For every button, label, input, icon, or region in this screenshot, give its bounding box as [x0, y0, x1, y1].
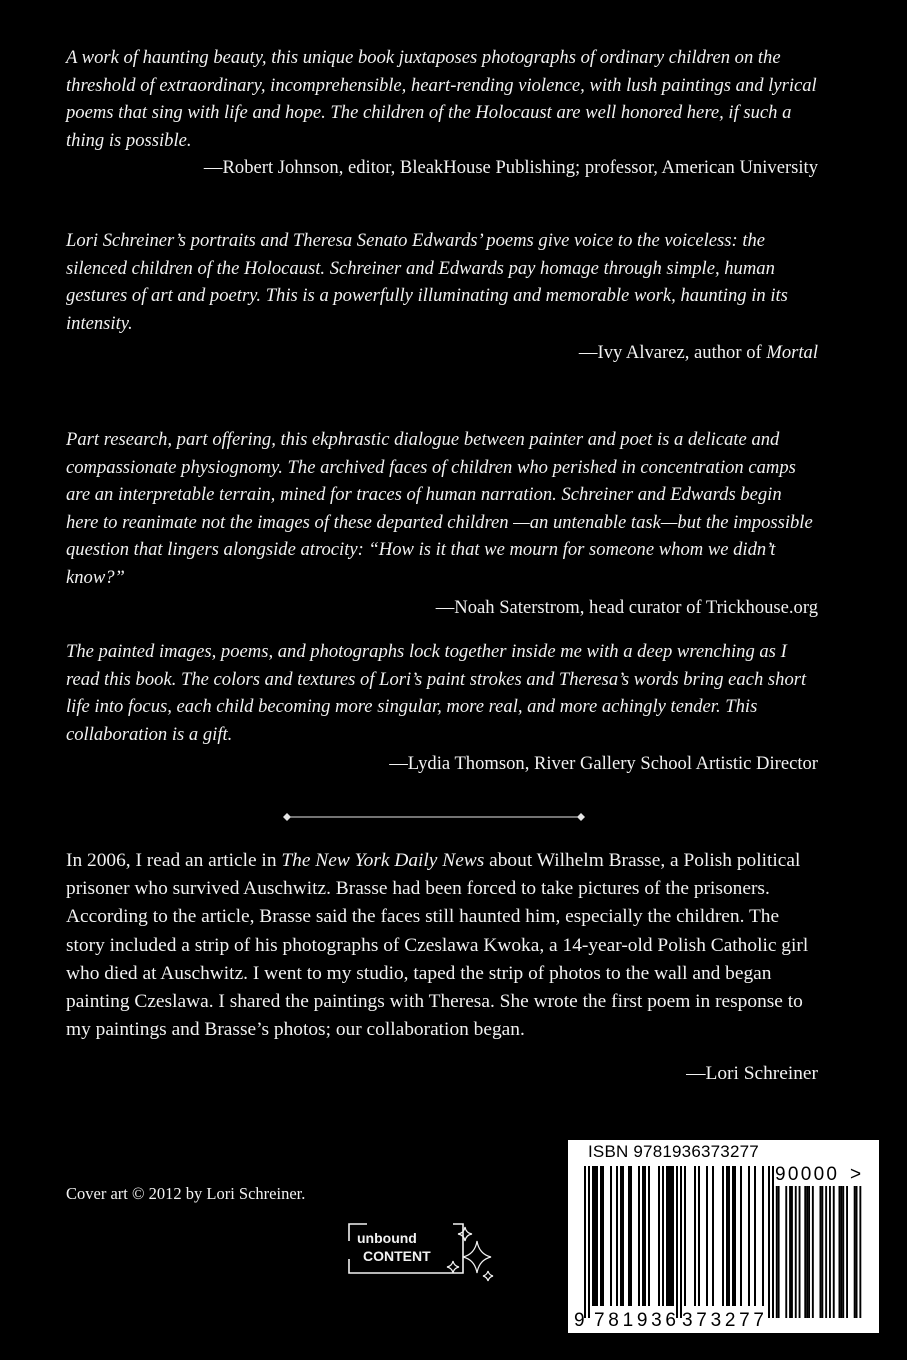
barcode-bar: [584, 1166, 586, 1318]
isbn-barcode: [568, 1140, 879, 1333]
barcode-addon-bar: [806, 1186, 808, 1318]
barcode-bar: [642, 1166, 644, 1306]
blurb-alvarez: [66, 227, 818, 367]
barcode-addon-bar: [799, 1186, 801, 1318]
barcode-bar: [666, 1166, 668, 1306]
blurb-saterstrom: [66, 426, 818, 621]
barcode-left-digits: 781936: [594, 1310, 676, 1331]
barcode-main-bars: [584, 1166, 774, 1318]
story-attribution: —Lori Schreiner: [686, 1063, 818, 1084]
barcode-addon-bar: [808, 1186, 810, 1318]
divider-ornament: [283, 811, 585, 823]
barcode-bar: [668, 1166, 670, 1306]
barcode-bar: [698, 1166, 700, 1306]
author-story: [66, 847, 818, 1044]
barcode-bar: [672, 1166, 674, 1306]
barcode-bar: [616, 1166, 618, 1306]
barcode-addon-bars: [772, 1186, 861, 1318]
blurb-attribution: —Noah Saterstrom, head curator of Trickhouse.org: [435, 596, 818, 618]
isbn-label: ISBN 9781936373277: [588, 1142, 759, 1161]
cover-art-credit: Cover art © 2012 by Lori Schreiner.: [66, 1184, 306, 1203]
barcode-bar: [588, 1166, 590, 1318]
barcode-bar: [622, 1166, 624, 1306]
blurb-johnson: [66, 44, 818, 182]
barcode-bar: [638, 1166, 640, 1306]
blurb-thomson: [66, 638, 818, 778]
barcode-addon-bar: [795, 1186, 797, 1318]
blurb-attribution: —Lydia Thomson, River Gallery School Artistic Director: [389, 753, 818, 775]
barcode-bar: [594, 1166, 596, 1306]
barcode-bar: [728, 1166, 730, 1306]
barcode-graphic: [568, 1140, 879, 1333]
blurb-quote: Lori Schreiner’s portraits and Theresa Senato Edwards’ poems give voice to the voiceless: the silenced children of the Holocaust. Schreiner and Edwards pay homage through simple, human gestures of art and poetry. This is a powerfully illuminating and memorable work, haunting in its intensity.: [66, 230, 788, 334]
barcode-first-digit: 9: [574, 1310, 585, 1331]
barcode-bar: [748, 1166, 750, 1306]
barcode-bar: [658, 1166, 660, 1306]
barcode-bar: [630, 1166, 632, 1306]
barcode-bar: [732, 1166, 734, 1306]
barcode-right-digits: 373277: [682, 1310, 764, 1331]
barcode-addon-bar: [825, 1186, 827, 1318]
barcode-addon-bar: [842, 1186, 844, 1318]
barcode-addon-bar: [829, 1186, 831, 1318]
barcode-bar: [694, 1166, 696, 1306]
logo-line-1: unbound: [357, 1230, 417, 1246]
barcode-bar: [680, 1166, 682, 1318]
blurb-quote: Part research, part offering, this ekphrastic dialogue between painter and poet is a delicate and compassionate physiognomy. The archived faces of children who perished in concentration camps are an interpretable terrain, mined for traces of human narration. Schreiner and Edwards begin here to reanimate not the images of these departed children —an untenable task—but the impossible question that lingers alongside atrocity: “How is it that we mourn for someone whom we didn’t know?”: [66, 429, 813, 588]
barcode-addon-bar: [785, 1186, 787, 1318]
barcode-addon-bar: [833, 1186, 835, 1318]
barcode-bar: [706, 1166, 708, 1306]
story-text-rest: about Wilhelm Brasse, a Polish political prisoner who survived Auschwitz. Brasse had been forced to take pictures of the prisoners. According to the article, Brasse said the faces still haunted him, especially the children. The story included a strip of his photographs of Czeslawa Kwoka, a 14-year-old Polish Catholic girl who died at Auschwitz. I went to my studio, taped the strip of photos to the wall and began painting Czeslawa. I shared the paintings with Theresa. She wrote the first poem in response to my paintings and Brasse’s photos; our collaboration began.: [66, 850, 809, 1041]
publication-title: The New York Daily News: [281, 850, 485, 871]
barcode-bar: [596, 1166, 598, 1306]
barcode-bar: [592, 1166, 594, 1306]
barcode-bar: [600, 1166, 602, 1306]
barcode-bar: [648, 1166, 650, 1306]
blurb-quote: The painted images, poems, and photographs lock together inside me with a deep wrenching as I read this book. The colors and textures of Lori’s paint strokes and Theresa’s words bring each short life into focus, each child becoming more singular, more real, and more achingly tender. This collaboration is a gift.: [66, 641, 807, 745]
blurb-attribution: —Robert Johnson, editor, BleakHouse Publishing; professor, American University: [203, 157, 818, 179]
barcode-addon-marker: >: [850, 1164, 862, 1185]
barcode-addon-bar: [789, 1186, 791, 1318]
barcode-bar: [712, 1166, 714, 1306]
barcode-addon-bar: [846, 1186, 848, 1318]
barcode-bar: [676, 1166, 678, 1318]
barcode-addon-bar: [839, 1186, 841, 1318]
barcode-addon-bar: [772, 1186, 774, 1318]
barcode-bar: [670, 1166, 672, 1306]
barcode-bar: [644, 1166, 646, 1306]
barcode-addon-bar: [778, 1186, 780, 1318]
blurb-attribution: [66, 339, 818, 367]
barcode-addon-bar: [820, 1186, 822, 1318]
barcode-bar: [628, 1166, 630, 1306]
barcode-addon-bar: [812, 1186, 814, 1318]
attribution-prefix: —Ivy Alvarez, author of: [578, 342, 767, 364]
barcode-addon-digits: 90000: [775, 1164, 837, 1185]
barcode-addon-bar: [854, 1186, 856, 1318]
barcode-addon-bar: [776, 1186, 778, 1318]
barcode-bar: [740, 1166, 742, 1306]
barcode-bar: [726, 1166, 728, 1306]
barcode-bar: [684, 1166, 686, 1306]
barcode-bar: [662, 1166, 664, 1306]
publisher-logo: [345, 1221, 497, 1285]
barcode-bar: [754, 1166, 756, 1306]
story-text-start: In 2006, I read an article in: [66, 850, 282, 871]
barcode-addon-bar: [804, 1186, 806, 1318]
book-title: Mortal: [766, 342, 818, 364]
barcode-bar: [722, 1166, 724, 1306]
barcode-addon-bar: [859, 1186, 861, 1318]
barcode-addon-bar: [840, 1186, 842, 1318]
blurb-quote: A work of haunting beauty, this unique book juxtaposes photographs of ordinary children on the threshold of extraordinary, incomprehensible, heart-rending violence, with lush paintings and lyrical poems that sing with life and hope. The children of the Holocaust are well honored here, if such a thing is possible.: [66, 47, 817, 151]
barcode-bar: [610, 1166, 612, 1306]
logo-line-2: CONTENT: [363, 1248, 431, 1264]
barcode-addon-bar: [856, 1186, 858, 1318]
barcode-addon-bar: [821, 1186, 823, 1318]
barcode-bar: [620, 1166, 622, 1306]
barcode-bar: [602, 1166, 604, 1306]
barcode-bar: [762, 1166, 764, 1306]
barcode-addon-bar: [791, 1186, 793, 1318]
barcode-bar: [734, 1166, 736, 1306]
barcode-bar: [768, 1166, 770, 1318]
